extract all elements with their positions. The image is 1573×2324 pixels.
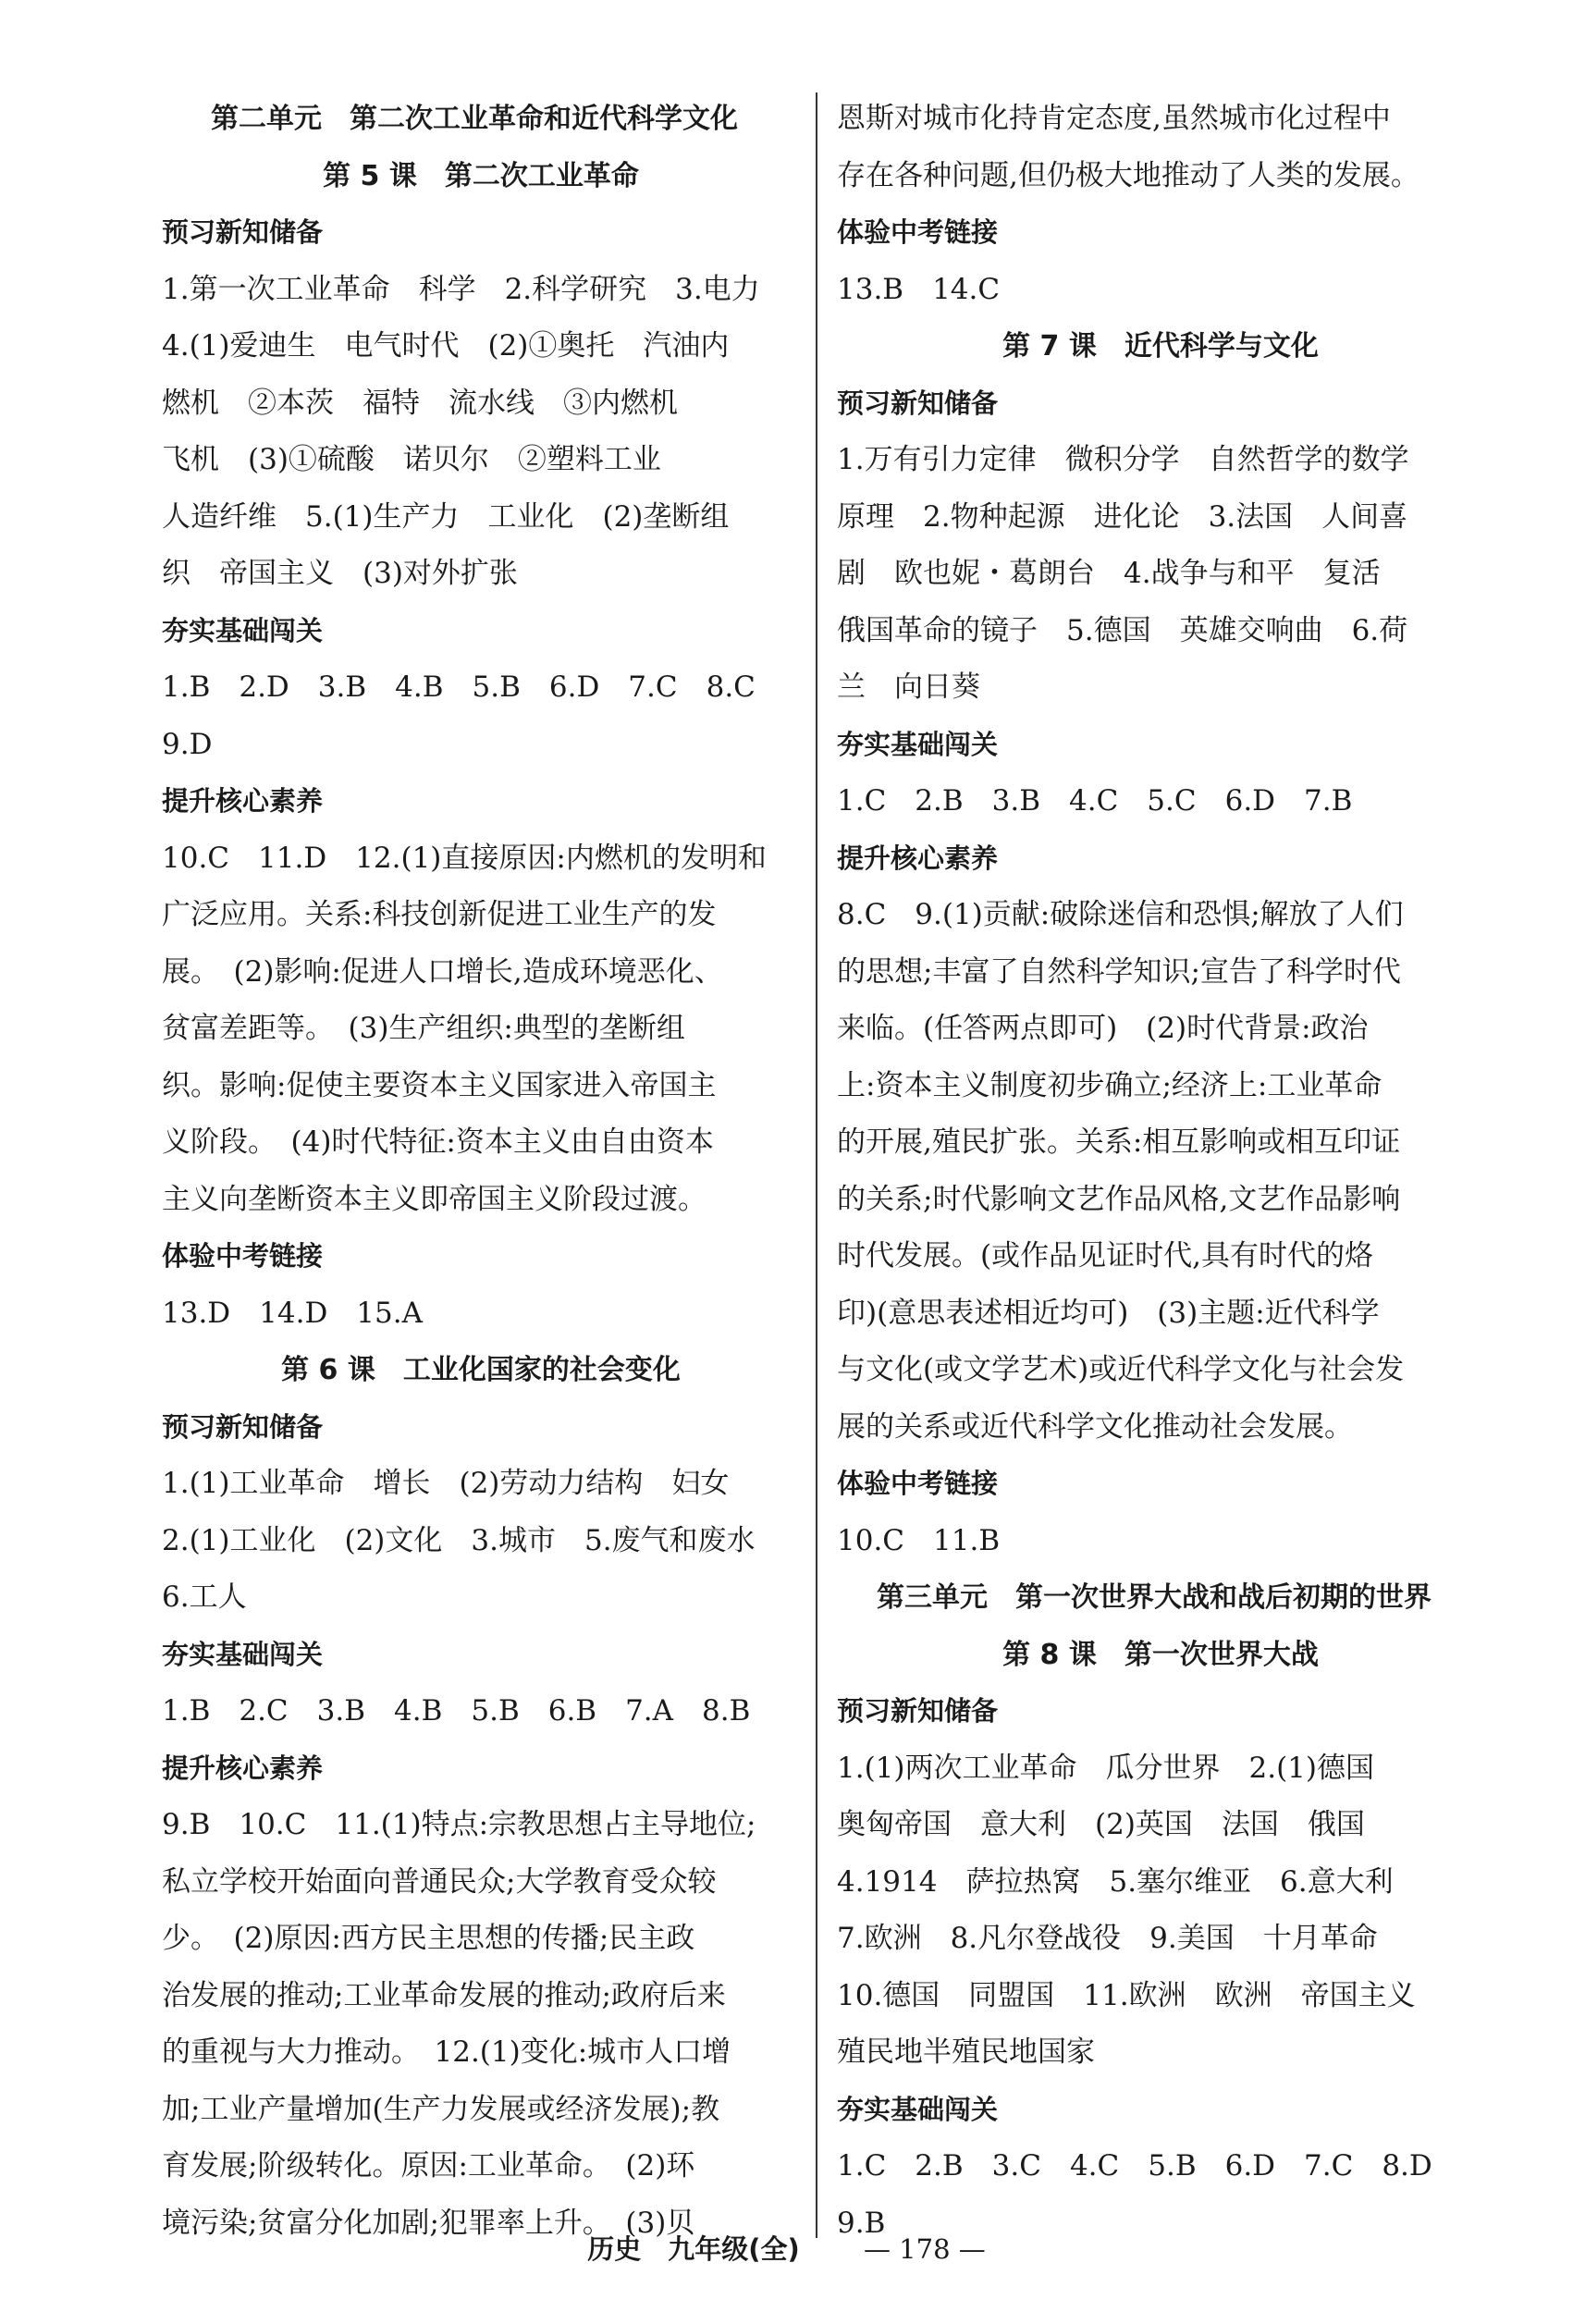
text-line: 原理 2.物种起源 进化论 3.法国 人间喜 [837, 499, 1408, 534]
section-heading: 预习新知储备 [837, 387, 999, 419]
text-line: 展的关系或近代科学文化推动社会发展。 [837, 1409, 1353, 1444]
text-line: 13.D 14.D 15.A [162, 1296, 423, 1330]
section-heading: 体验中考链接 [162, 1240, 324, 1272]
text-line: 加;工业产量增加(生产力发展或经济发展);教 [162, 2092, 720, 2126]
section-heading: 提升核心素养 [162, 1752, 324, 1784]
page-footer [0, 2229, 1573, 2267]
page-number: — 178 — [863, 2233, 986, 2265]
text-line: 恩斯对城市化持肯定态度,虽然城市化过程中 [837, 102, 1391, 135]
text-line: 少。 (2)原因:西方民主思想的传播;民主政 [162, 1922, 695, 1955]
section-heading: 预习新知储备 [162, 1410, 324, 1443]
text-line: 10.德国 同盟国 11.欧洲 欧洲 帝国主义 [837, 1978, 1416, 2012]
text-line: 的思想;丰富了自然科学知识;宣告了科学时代 [837, 954, 1401, 989]
text-line: 治发展的推动;工业革命发展的推动;政府后来 [162, 1978, 726, 2012]
text-line: 燃机 ②本茨 福特 流水线 ③内燃机 [162, 386, 678, 420]
section-heading: 提升核心素养 [162, 785, 324, 817]
text-line: 7.欧洲 8.凡尔登战役 9.美国 十月革命 [837, 1922, 1378, 1955]
text-line: 9.D [162, 727, 213, 761]
text-line: 上:资本主义制度初步确立;经济上:工业革命 [837, 1068, 1383, 1102]
text-line: 4.(1)爱迪生 电气时代 (2)①奥托 汽油内 [162, 329, 730, 363]
text-line: 1.B 2.D 3.B 4.B 5.B 6.D 7.C 8.C [162, 670, 756, 704]
left-column [162, 91, 800, 2252]
text-line: 存在各种问题,但仍极大地推动了人类的发展。 [837, 158, 1419, 192]
text-line: 13.B 14.C [837, 272, 1001, 306]
text-line: 时代发展。(或作品见证时代,具有时代的烙 [837, 1239, 1373, 1273]
section-heading: 体验中考链接 [837, 216, 999, 248]
text-line: 殖民地半殖民地国家 [837, 2035, 1095, 2069]
text-line: 1.万有引力定律 微积分学 自然哲学的数学 [837, 443, 1409, 476]
text-line: 10.C 11.B [837, 1523, 1001, 1557]
section-heading: 提升核心素养 [837, 842, 999, 874]
unit-heading: 第三单元 第一次世界大战和战后初期的世界 [877, 1581, 1432, 1614]
text-line: 义阶段。 (4)时代特征:资本主义由自由资本 [162, 1125, 714, 1159]
text-line: 4.1914 萨拉热窝 5.塞尔维亚 6.意大利 [837, 1864, 1394, 1899]
text-line: 广泛应用。关系:科技创新促进工业生产的发 [162, 898, 717, 931]
text-line: 兰 向日葵 [837, 670, 980, 704]
text-line: 1.C 2.B 3.C 4.C 5.B 6.D 7.C 8.D [837, 2149, 1432, 2183]
column-divider [816, 92, 817, 2238]
section-heading: 预习新知储备 [162, 216, 324, 248]
text-line: 展。 (2)影响:促进人口增长,造成环境恶化、 [162, 954, 723, 989]
lesson-heading: 第 8 课 第一次世界大战 [1002, 1638, 1319, 1671]
text-line: 飞机 (3)①硫酸 诺贝尔 ②塑料工业 [162, 443, 661, 476]
section-heading: 体验中考链接 [837, 1468, 999, 1499]
lesson-heading: 第 6 课 工业化国家的社会变化 [281, 1354, 681, 1386]
text-line: 8.C 9.(1)贡献:破除迷信和恐惧;解放了人们 [837, 898, 1404, 931]
text-line: 1.(1)两次工业革命 瓜分世界 2.(1)德国 [837, 1751, 1374, 1785]
text-line: 剧 欧也妮・葛朗台 4.战争与和平 复活 [837, 557, 1381, 590]
text-line: 1.第一次工业革命 科学 2.科学研究 3.电力 [162, 272, 760, 306]
text-line: 的关系;时代影响文艺作品风格,文艺作品影响 [837, 1182, 1401, 1216]
section-heading: 夯实基础闯关 [162, 1638, 324, 1670]
text-line: 主义向垄断资本主义即帝国主义阶段过渡。 [162, 1182, 707, 1216]
text-line: 9.B [837, 2206, 886, 2240]
text-line: 2.(1)工业化 (2)文化 3.城市 5.废气和废水 [162, 1523, 756, 1557]
right-column [837, 91, 1484, 2252]
section-heading: 夯实基础闯关 [162, 614, 324, 646]
text-line: 私立学校开始面向普通民众;大学教育受众较 [162, 1864, 717, 1899]
text-line: 10.C 11.D 12.(1)直接原因:内燃机的发明和 [162, 841, 767, 875]
text-line: 奥匈帝国 意大利 (2)英国 法国 俄国 [837, 1808, 1365, 1841]
section-heading: 夯实基础闯关 [837, 728, 999, 760]
text-line: 境污染;贫富分化加剧;犯罪率上升。 (3)贝 [162, 2206, 695, 2240]
text-line: 贫富差距等。 (3)生产组织:典型的垄断组 [162, 1012, 685, 1045]
text-line: 1.C 2.B 3.B 4.C 5.C 6.D 7.B [837, 784, 1353, 818]
section-heading: 夯实基础闯关 [837, 2093, 999, 2125]
text-line: 与文化(或文学艺术)或近代科学文化与社会发 [837, 1353, 1405, 1386]
text-line: 1.B 2.C 3.B 4.B 5.B 6.B 7.A 8.B [162, 1694, 751, 1728]
text-line: 来临。(任答两点即可) (2)时代背景:政治 [837, 1012, 1369, 1045]
lesson-heading: 第 5 课 第二次工业革命 [323, 159, 639, 192]
footer-subject: 历史 九年级(全) [587, 2233, 800, 2265]
text-line: 育发展;阶级转化。原因:工业革命。 (2)环 [162, 2149, 695, 2183]
text-line: 人造纤维 5.(1)生产力 工业化 (2)垄断组 [162, 499, 730, 534]
text-line: 的重视与大力推动。 12.(1)变化:城市人口增 [162, 2035, 731, 2069]
text-line: 印)(意思表述相近均可) (3)主题:近代科学 [837, 1296, 1380, 1330]
lesson-heading: 第 7 课 近代科学与文化 [1002, 330, 1319, 363]
text-line: 织。影响:促使主要资本主义国家进入帝国主 [162, 1068, 717, 1102]
section-heading: 预习新知储备 [837, 1695, 999, 1727]
unit-heading: 第二单元 第二次工业革命和近代科学文化 [211, 103, 738, 135]
text-line: 9.B 10.C 11.(1)特点:宗教思想占主导地位; [162, 1808, 756, 1841]
text-line: 织 帝国主义 (3)对外扩张 [162, 557, 518, 590]
text-line: 6.工人 [162, 1580, 247, 1614]
text-line: 1.(1)工业革命 增长 (2)劳动力结构 妇女 [162, 1467, 730, 1500]
text-line: 的开展,殖民扩张。关系:相互影响或相互印证 [837, 1125, 1401, 1159]
text-line: 俄国革命的镜子 5.德国 英雄交响曲 6.荷 [837, 613, 1408, 647]
